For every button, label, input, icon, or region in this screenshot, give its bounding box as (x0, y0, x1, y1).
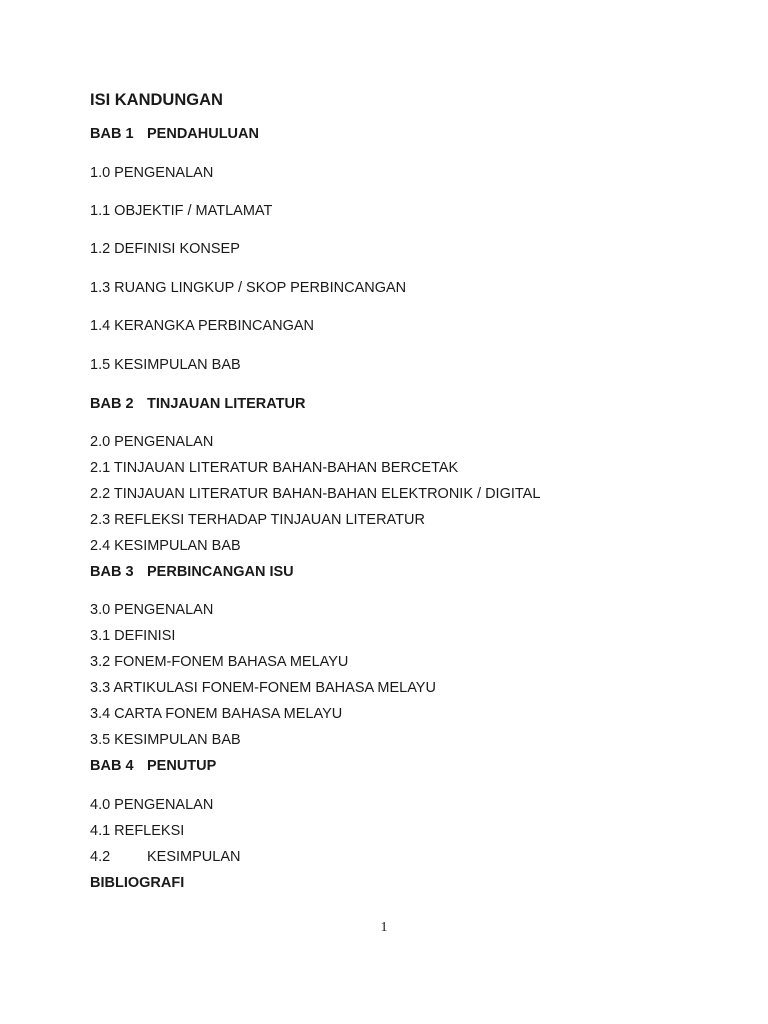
page-number: 1 (380, 920, 388, 935)
chapter-heading-2 (90, 397, 305, 412)
toc-item: 1.2 DEFINISI KONSEP (90, 241, 240, 257)
bibliography-heading: BIBLIOGRAFI (90, 875, 185, 891)
chapter-name: PENUTUP (147, 758, 217, 774)
chapter-heading-3 (90, 565, 294, 580)
chapter-number: BAB 1 (90, 126, 134, 142)
chapter-name: TINJAUAN LITERATUR (147, 396, 306, 412)
toc-item: 4.1 REFLEKSI (90, 823, 185, 839)
chapter-number: BAB 4 (90, 758, 134, 774)
chapter-heading-4 (90, 759, 216, 774)
page-title: ISI KANDUNGAN (90, 91, 223, 109)
toc-item: 2.1 TINJAUAN LITERATUR BAHAN-BAHAN BERCETAK (90, 460, 459, 476)
toc-item: 3.1 DEFINISI (90, 628, 176, 644)
chapter-heading-1 (90, 127, 259, 142)
toc-item: 1.4 KERANGKA PERBINCANGAN (90, 318, 315, 334)
toc-item: 3.3 ARTIKULASI FONEM-FONEM BAHASA MELAYU (90, 680, 436, 696)
toc-item: 2.2 TINJAUAN LITERATUR BAHAN-BAHAN ELEKTRONIK / DIGITAL (90, 486, 541, 502)
chapter-name: PERBINCANGAN ISU (147, 564, 294, 580)
section-label: KESIMPULAN (147, 849, 241, 865)
toc-item (90, 850, 240, 865)
toc-item: 1.5 KESIMPULAN BAB (90, 357, 241, 373)
chapter-name: PENDAHULUAN (147, 126, 259, 142)
toc-item: 2.0 PENGENALAN (90, 434, 214, 450)
toc-item: 1.3 RUANG LINGKUP / SKOP PERBINCANGAN (90, 280, 407, 296)
chapter-number: BAB 3 (90, 564, 134, 580)
chapter-number: BAB 2 (90, 396, 134, 412)
toc-item: 2.3 REFLEKSI TERHADAP TINJAUAN LITERATUR (90, 512, 425, 528)
toc-item: 4.0 PENGENALAN (90, 797, 214, 813)
toc-item: 3.4 CARTA FONEM BAHASA MELAYU (90, 706, 343, 722)
toc-item: 3.2 FONEM-FONEM BAHASA MELAYU (90, 654, 349, 670)
toc-item: 2.4 KESIMPULAN BAB (90, 538, 241, 554)
toc-item: 1.0 PENGENALAN (90, 165, 214, 181)
toc-item: 3.5 KESIMPULAN BAB (90, 732, 241, 748)
toc-item: 3.0 PENGENALAN (90, 602, 214, 618)
toc-item: 1.1 OBJEKTIF / MATLAMAT (90, 203, 273, 219)
section-number: 4.2 (90, 849, 111, 865)
